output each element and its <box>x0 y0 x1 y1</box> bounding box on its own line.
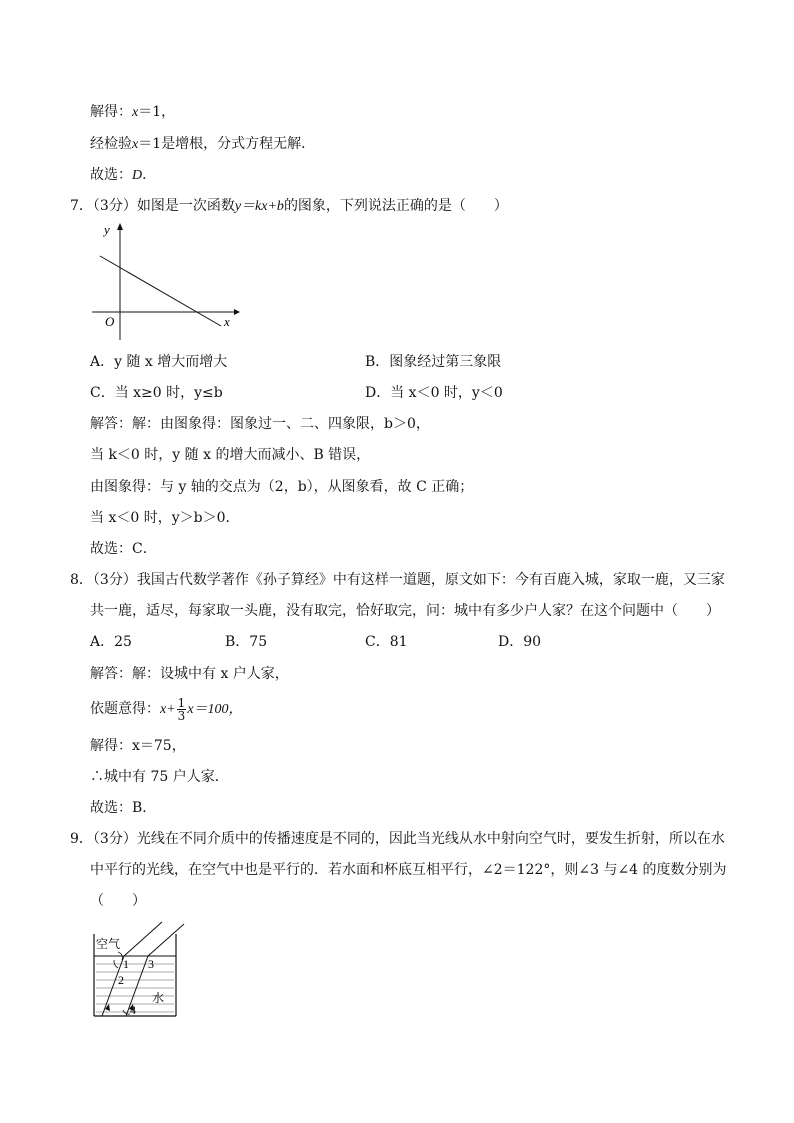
q7-solution-line: 当 k＜0 时，y 随 x 的增大而减小、B 错误， <box>90 447 371 463</box>
x-axis-arrow-icon <box>234 309 240 315</box>
fraction-one-third: $\frac{1}{3}$ <box>177 695 186 723</box>
y-axis-arrow-icon <box>117 223 123 230</box>
light-ray-1-air <box>124 922 162 956</box>
q8-option-c: C．81 <box>365 634 408 650</box>
function-line <box>100 256 221 326</box>
light-ray-2-air <box>148 924 184 956</box>
y-axis-label: y <box>104 222 110 237</box>
q9-stem-line3: （ ） <box>90 893 146 909</box>
q9-stem-line1: 9．（3分）光线在不同介质中的传播速度是不同的，因此当光线从水中射向空气时，要发生折射，所以在水 <box>70 831 725 847</box>
water-label: 水 <box>152 991 165 1005</box>
air-label: 空气 <box>96 937 121 951</box>
q8-option-b: B．75 <box>225 634 268 650</box>
q7-solution-line: 由图象得：与 y 轴的交点为（2，b），从图象看，故 C 正确； <box>90 479 474 495</box>
q8-solution-line: ∴城中有 75 户人家． <box>90 769 229 785</box>
q7-solution-line: 解答：解：由图象得：图象过一、二、四象限，b＞0， <box>90 416 430 432</box>
angle-4-label: 4 <box>130 1003 136 1017</box>
q9-stem-line2: 中平行的光线，在空气中也是平行的．若水面和杯底互相平行，∠2＝122°，则∠3 与∠4 的度数分别为 <box>90 862 727 878</box>
q8-stem-line1: 8．（3分）我国古代数学著作《孙子算经》中有这样一道题，原文如下：今有百鹿入城，家取一鹿，又三家 <box>70 572 725 588</box>
angle-1-label: 1 <box>123 957 129 971</box>
q8-equation-line: 依题意得：x+ $\frac{1}{3}$ x＝100， <box>90 695 243 723</box>
q8-option-d: D．90 <box>498 634 542 650</box>
q8-stem-line2: 共一鹿，适尽，每家取一头鹿，没有取完，恰好取完，问：城中有多少户人家？在这个问题中（ ） <box>90 603 720 619</box>
q6-check-line: 经检验x＝1是增根，分式方程无解． <box>90 136 316 152</box>
x-axis-label: x <box>224 314 230 329</box>
q8-answer-line: 故选：B． <box>90 800 157 816</box>
q7-linear-function-graph <box>88 222 238 344</box>
q9-light-refraction-figure <box>90 920 185 1020</box>
q7-option-c: C．当 x≥0 时，y≤b <box>90 385 223 401</box>
q7-option-a: A．y 随 x 增大而增大 <box>90 354 228 370</box>
q7-stem: 7．（3分）如图是一次函数y＝kx+b的图象，下列说法正确的是（ ） <box>70 198 508 214</box>
q8-option-a: A．25 <box>90 634 132 650</box>
origin-label: O <box>105 314 115 329</box>
q7-option-d: D．当 x＜0 时，y＜0 <box>365 385 503 401</box>
q6-solve-line: 解得：x＝1， <box>90 104 176 120</box>
q7-solution-line: 当 x＜0 时，y＞b＞0． <box>90 510 240 526</box>
q7-answer-line: 故选：C． <box>90 541 157 557</box>
q6-answer-line: 故选：D． <box>90 167 157 183</box>
q8-solution-line: 解答：解：设城中有 x 户人家， <box>90 666 289 682</box>
q8-solution-line: 解得：x＝75， <box>90 738 186 754</box>
q7-option-b: B．图象经过第三象限 <box>365 354 502 370</box>
angle-2-label: 2 <box>118 973 124 987</box>
angle-3-label: 3 <box>148 957 154 971</box>
